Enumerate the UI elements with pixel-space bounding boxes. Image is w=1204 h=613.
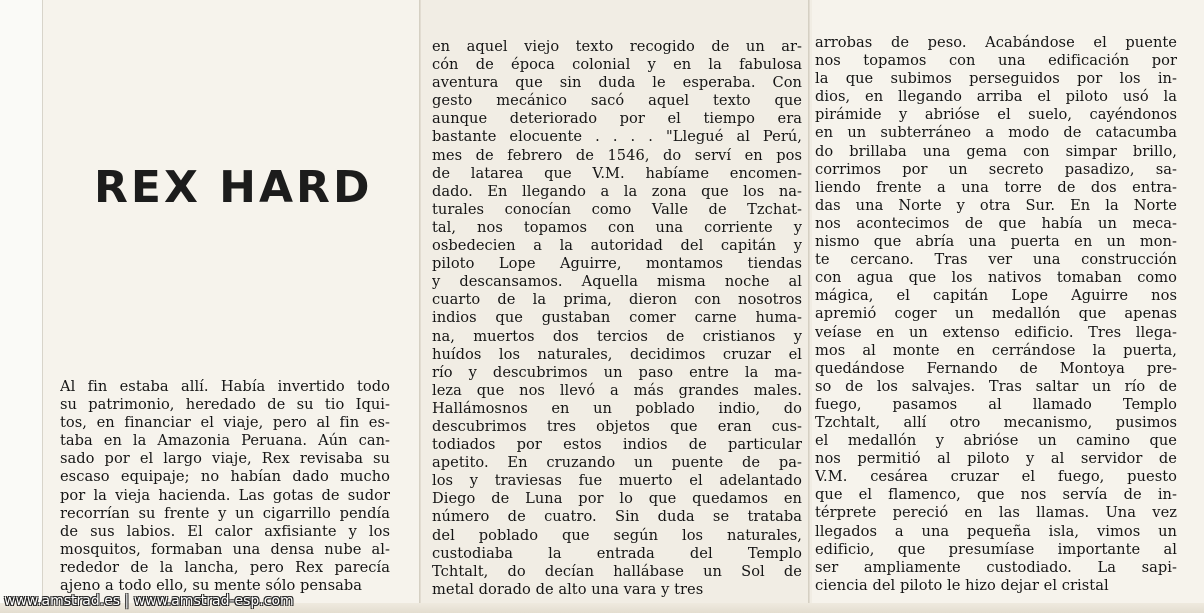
text-line: del poblado que según los naturales, bbox=[432, 526, 802, 544]
text-line: Al fin estaba allí. Había invertido todo bbox=[60, 378, 390, 395]
text-line: cón de época colonial y en la fabulosa bbox=[432, 56, 802, 74]
text-line: nos permitió al piloto y al servidor de bbox=[815, 450, 1177, 468]
text-line: taba en la Amazonia Peruana. Aún can- bbox=[60, 432, 390, 450]
text-line: tos, en financiar el viaje, pero al fin es- bbox=[60, 414, 390, 432]
text-line: llegados a una pequeña isla, vimos un bbox=[815, 522, 1177, 540]
text-line: rededor de la lancha, pero Rex parecía bbox=[60, 558, 390, 576]
text-line: gesto mecánico sacó aquel texto que bbox=[432, 92, 802, 110]
text-line: piloto Lope Aguirre, montamos tiendas bbox=[432, 255, 802, 273]
text-line: turales conocían como Valle de Tzchat- bbox=[432, 200, 802, 218]
text-line: arrobas de peso. Acabándose el puente bbox=[815, 34, 1177, 51]
text-line: número de cuatro. Sin duda se trataba bbox=[432, 508, 802, 526]
text-line: mos al monte en cerrándose la puerta, bbox=[815, 341, 1177, 359]
text-line: mágica, el capitán Lope Aguirre nos bbox=[815, 287, 1177, 305]
text-line: veíase en un extenso edificio. Tres llega- bbox=[815, 323, 1177, 341]
text-line: río y descubrimos un paso entre la ma- bbox=[432, 363, 802, 381]
text-line: edificio, que presumíase importante al bbox=[815, 540, 1177, 558]
text-line: los y traviesas fue muerto el adelantado bbox=[432, 472, 802, 490]
text-line: térprete pereció en las llamas. Una vez bbox=[815, 504, 1177, 522]
text-line: que el flamenco, que nos servía de in- bbox=[815, 486, 1177, 504]
text-line: por la vieja hacienda. Las gotas de sudor bbox=[60, 486, 390, 504]
text-line: el medallón y abrióse un camino que bbox=[815, 432, 1177, 450]
text-line: indios que gustaban comer carne huma- bbox=[432, 309, 802, 327]
text-line: de latarea que V.M. habíame encomen- bbox=[432, 164, 802, 182]
text-line: bastante elocuente . . . . "Llegué al Perú, bbox=[432, 128, 802, 146]
text-line: mes de febrero de 1546, do serví en pos bbox=[432, 146, 802, 164]
text-line: osbedecien a la autoridad del capitán y bbox=[432, 237, 802, 255]
text-line: apetito. En cruzando un puente de pa- bbox=[432, 454, 802, 472]
text-line: Tchtalt, do decían hallábase un Sol de bbox=[432, 562, 802, 580]
text-line: ajeno a todo ello, su mente sólo pensaba bbox=[60, 577, 362, 595]
text-line: descubrimos tres objetos que eran cus- bbox=[432, 417, 802, 435]
text-line: sado por el largo viaje, Rex revisaba su bbox=[60, 450, 390, 468]
text-line: nos topamos con una edificación por bbox=[815, 52, 1177, 70]
text-line: V.M. cesárea cruzar el fuego, puesto bbox=[815, 468, 1177, 486]
text-line: quedándose Fernando de Montoya pre- bbox=[815, 359, 1177, 377]
text-line: mosquitos, formaban una densa nube al- bbox=[60, 540, 390, 558]
text-line: te cercano. Tras ver una construcción bbox=[815, 251, 1177, 269]
text-line: en un subterráneo a modo de catacumba bbox=[815, 124, 1177, 142]
text-line: Hallámosnos en un poblado indio, do bbox=[432, 399, 802, 417]
text-line: recorrían su frente y un cigarrillo pendía bbox=[60, 504, 390, 522]
text-line: nos acontecimos de que había un meca- bbox=[815, 214, 1177, 232]
text-line: Tzchtalt, allí otro mecanismo, pusimos bbox=[815, 413, 1177, 431]
text-line: tal, nos topamos con una corriente y bbox=[432, 218, 802, 236]
text-line: so de los salvajes. Tras saltar un río de bbox=[815, 377, 1177, 395]
text-line: ser ampliamente custodiado. La sapi- bbox=[815, 558, 1177, 576]
text-column-3 bbox=[815, 34, 1177, 595]
page-margin bbox=[0, 0, 43, 613]
text-line: ciencia del piloto le hizo dejar el cristal bbox=[815, 576, 1109, 594]
text-line: la que subimos perseguidos por los in- bbox=[815, 70, 1177, 88]
text-line: Diego de Luna por lo que quedamos en bbox=[432, 490, 802, 508]
text-line: en aquel viejo texto recogido de un ar- bbox=[432, 38, 802, 55]
text-line: pirámide y abrióse el suelo, cayéndonos bbox=[815, 106, 1177, 124]
text-line: na, muertos dos tercios de cristianos y bbox=[432, 327, 802, 345]
text-line: su patrimonio, heredado de su tio Iqui- bbox=[60, 396, 390, 414]
text-line: de sus labios. El calor axfisiante y los bbox=[60, 522, 390, 540]
text-line: aventura que sin duda le esperaba. Con bbox=[432, 74, 802, 92]
text-line: con agua que los nativos tomaban como bbox=[815, 269, 1177, 287]
text-line: metal dorado de alto una vara y tres bbox=[432, 580, 704, 598]
text-line: corrimos por un secreto pasadizo, sa- bbox=[815, 160, 1177, 178]
watermark: www.amstrad.es | www.amstrad-esp.com bbox=[4, 593, 294, 609]
text-line: apremió coger un medallón que apenas bbox=[815, 305, 1177, 323]
text-line: custodiaba la entrada del Templo bbox=[432, 544, 802, 562]
text-line: nismo que abría una puerta en un mon- bbox=[815, 233, 1177, 251]
text-column-1 bbox=[60, 378, 390, 595]
text-line: liendo frente a una torre de dos entra- bbox=[815, 178, 1177, 196]
text-line: das una Norte y otra Sur. En la Norte bbox=[815, 196, 1177, 214]
text-line: dado. En llegando a la zona que los na- bbox=[432, 182, 802, 200]
text-line: escaso equipaje; no habían dado mucho bbox=[60, 468, 390, 486]
text-line: leza que nos llevó a más grandes males. bbox=[432, 381, 802, 399]
text-line: aunque deteriorado por el tiempo era bbox=[432, 110, 802, 128]
text-line: dios, en llegando arriba el piloto usó la bbox=[815, 88, 1177, 106]
fold-line-left bbox=[419, 0, 421, 613]
text-line: cuarto de la prima, dieron con nosotros bbox=[432, 291, 802, 309]
text-line: y descansamos. Aquella misma noche al bbox=[432, 273, 802, 291]
text-line: huídos los naturales, decidimos cruzar el bbox=[432, 345, 802, 363]
text-line: fuego, pasamos al llamado Templo bbox=[815, 395, 1177, 413]
text-column-2 bbox=[432, 38, 802, 599]
text-line: do brillaba una gema con simpar brillo, bbox=[815, 142, 1177, 160]
fold-line-right bbox=[808, 0, 810, 613]
page-title: REX HARD bbox=[94, 162, 373, 213]
text-line: todiados por estos indios de particular bbox=[432, 436, 802, 454]
